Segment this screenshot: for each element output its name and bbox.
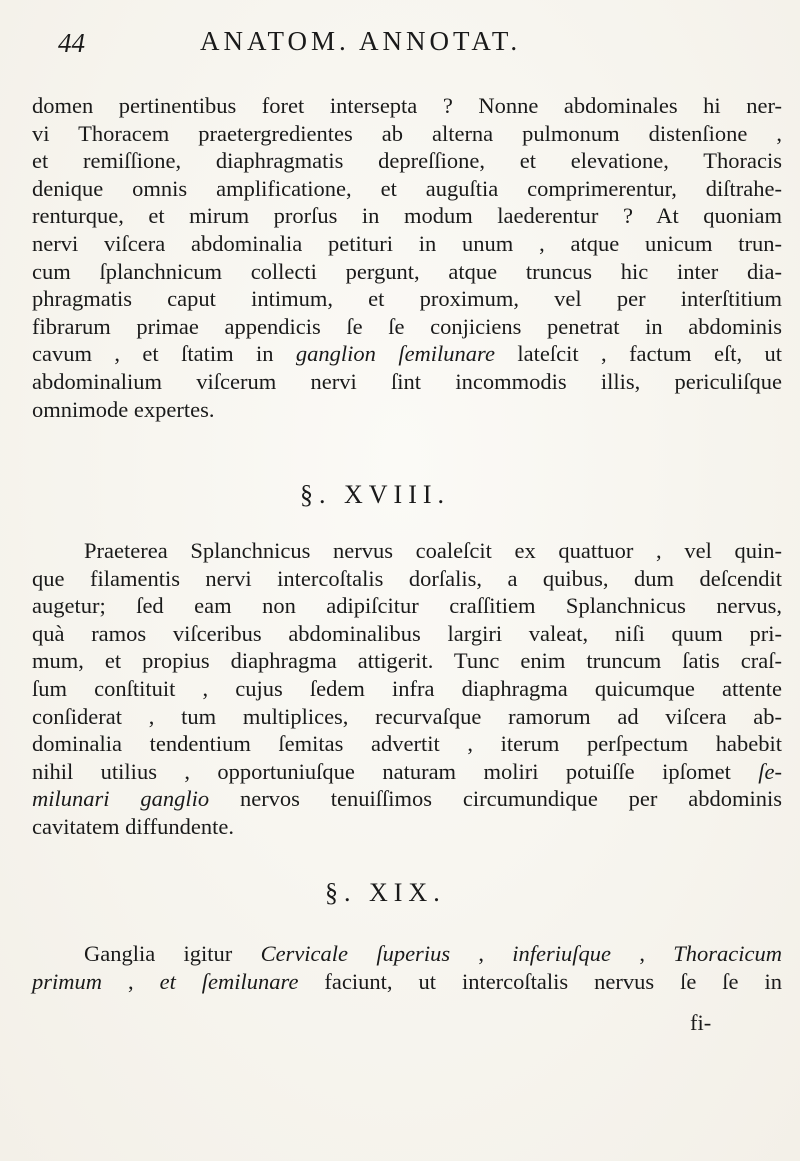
text-line: que filamentis nervi intercoſtalis dorſalis, a quibus, dum deſcendit <box>32 565 782 591</box>
text-line: mum, et propius diaphragma attigerit. Tunc enim truncum ſatis craſ- <box>32 648 782 674</box>
text-line: denique omnis amplificatione, et auguſtia comprimerentur, diſtrahe- <box>32 175 782 201</box>
paragraph-3 <box>32 940 782 995</box>
text-run: nihil utilius , opportuniuſque naturam moliri potuiſſe ipſomet <box>32 758 731 784</box>
text-line: conſiderat , tum multiplices, recurvaſque ramorum ad viſcera ab- <box>32 703 782 729</box>
italic-term: Thoracicum <box>673 941 782 966</box>
italic-term: ſe- <box>758 758 783 784</box>
italic-term: milunari ganglio <box>32 786 210 812</box>
text-line: cum ſplanchnicum collecti pergunt, atque truncus hic inter dia- <box>32 258 782 284</box>
text-line: domen pertinentibus foret intersepta ? Nonne abdominales hi ner- <box>32 93 782 118</box>
italic-term: inferiuſque <box>512 941 612 966</box>
page-number: 44 <box>58 28 85 58</box>
text-line: Praeterea Splanchnicus nervus coaleſcit ex quattuor , vel quin- <box>84 538 782 563</box>
text-line: augetur; ſed eam non adipiſcitur craſſitiem Splanchnicus nervus, <box>32 593 782 619</box>
text-line: quà ramos viſceribus abdominalibus largiri valeat, niſi quum pri- <box>32 620 782 646</box>
italic-term: primum <box>32 968 103 994</box>
text-line: dominalia tendentium ſemitas advertit , iterum perſpectum habebit <box>32 731 782 757</box>
text-line: ſum conſtituit , cujus ſedem infra diaphragma quicumque attente <box>32 675 782 701</box>
text-line <box>32 340 782 368</box>
text-line: omnimode expertes. <box>32 396 215 422</box>
text-run: , <box>450 941 513 966</box>
paragraph-1 <box>32 92 782 423</box>
paragraph-2 <box>32 537 782 841</box>
text-line: renturque, et mirum prorſus in modum laederentur ? At quoniam <box>32 203 782 229</box>
text-line: abdominalium viſcerum nervi ſint incommodis illis, periculiſque <box>32 368 782 394</box>
text-line <box>32 758 782 786</box>
text-run: cavum , et ſtatim in <box>32 341 296 367</box>
text-line: fibrarum primae appendicis ſe ſe conjiciens penetrat in abdominis <box>32 313 782 339</box>
italic-term: ganglion ſemilunare <box>295 341 495 367</box>
running-head: ANATOM. ANNOTAT. <box>200 26 522 56</box>
italic-term: Cervicale ſuperius <box>260 941 451 966</box>
text-line <box>32 940 782 968</box>
text-line <box>32 968 782 996</box>
text-run: nervos tenuiſſimos circumundique per abdominis <box>209 786 782 812</box>
italic-term: et ſemilunare <box>159 968 299 994</box>
text-run: , <box>102 968 160 994</box>
text-run: , <box>611 941 674 966</box>
text-line: phragmatis caput intimum, et proximum, vel per interſtitium <box>32 286 782 312</box>
text-run: Ganglia igitur <box>84 941 261 966</box>
text-line <box>32 785 782 813</box>
text-line: cavitatem diffundente. <box>32 813 235 839</box>
section-heading-19: §. XIX. <box>325 878 446 907</box>
text-line: nervi viſcera abdominalia petituri in unum , atque unicum trun- <box>32 230 782 256</box>
catchword: fi- <box>690 1010 712 1035</box>
text-line: vi Thoracem praetergredientes ab alterna pulmonum distenſione , <box>32 120 782 146</box>
text-run: lateſcit , factum eſt, ut <box>494 341 782 367</box>
text-run: faciunt, ut intercoſtalis nervus ſe ſe in <box>298 968 782 994</box>
section-heading-18: §. XVIII. <box>300 480 451 509</box>
text-line: et remiſſione, diaphragmatis depreſſione, et elevatione, Thoracis <box>32 148 782 174</box>
